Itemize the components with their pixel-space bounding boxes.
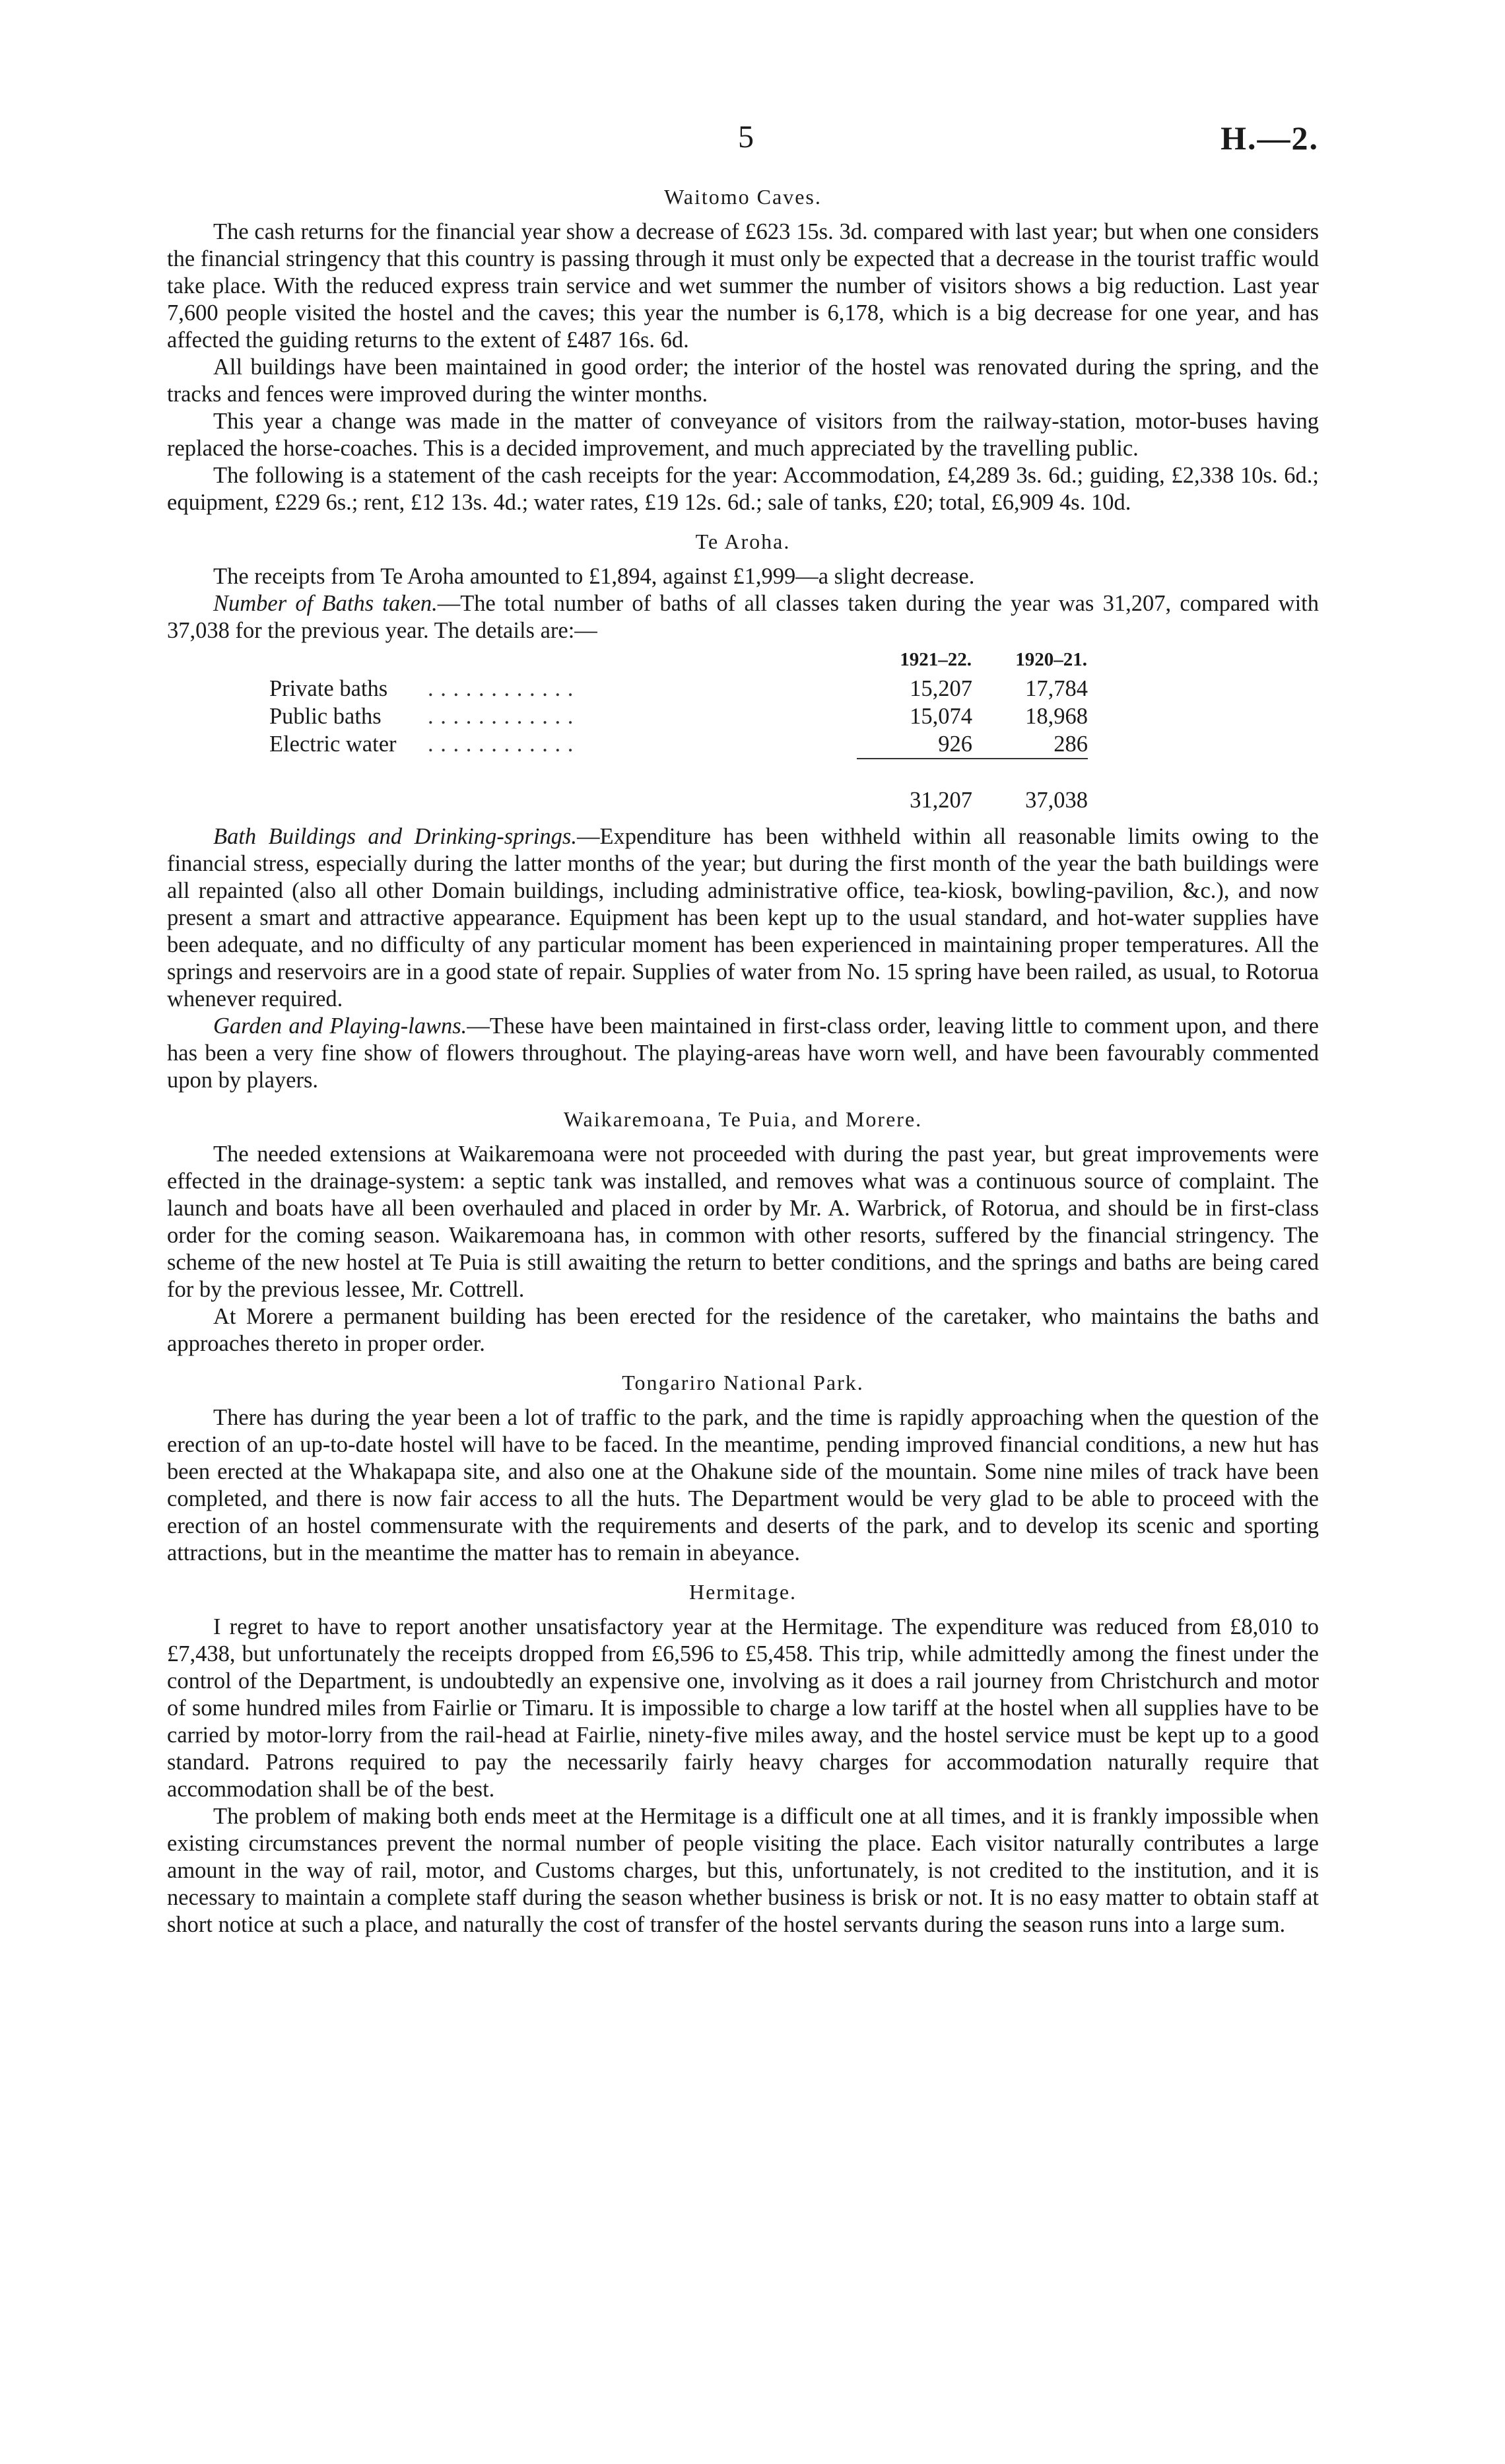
- paragraph: [167, 1013, 1319, 1094]
- paragraph-lead: Garden and Playing-lawns.: [213, 1013, 467, 1039]
- paragraph-lead: Bath Buildings and Drinking-springs.: [213, 824, 577, 849]
- section-heading-hermitage: Hermitage.: [688, 1580, 797, 1604]
- leader-dots: . . . . . . . . . . . .: [428, 703, 574, 729]
- page-header: [167, 119, 1319, 172]
- table-row: [269, 675, 1088, 702]
- paragraph-body: —Expenditure has been withheld within all reasonable limits owing to the financial stress, especially during the latter months of the year; but during the first month of the year the bath buildings were all repainted (also all other Domain buildings, including administrative office, tea-kiosk, bowling-pavilion, &c.), and now present a smart and attractive appearance. Equipment has been kept up to the usual standard, and hot-water supplies have been adequate, and no difficulty of any particular moment has been experienced in maintaining proper temperatures. All the springs and reservoirs are in a good state of repair. Supplies of water from No. 15 spring have been railed, as usual, to Rotorua whenever required.: [167, 824, 1319, 1011]
- total-value: 31,207: [910, 787, 972, 813]
- leader-dots: . . . . . . . . . . . .: [428, 675, 574, 701]
- paragraph: The cash returns for the financial year show a decrease of £623 15s. 3d. compared with last year; but when one considers the financial stringency that this country is passing through it must only be expected that a decrease in the tourist traffic would take place. With the reduced express train service and wet summer the number of visitors shows a big reduction. Last year 7,600 people visited the hostel and the caves; this year the number is 6,178, which is a big decrease for one year, and has affected the guiding returns to the extent of £487 16s. 6d.: [167, 219, 1319, 353]
- paragraph: At Morere a permanent building has been erected for the residence of the caretaker, who maintains the baths and approaches thereto in proper order.: [167, 1304, 1319, 1356]
- column-header: 1921–22.: [900, 649, 972, 670]
- cell-value: 15,074: [910, 703, 972, 729]
- row-label: Public baths: [269, 703, 382, 729]
- cell-value: 15,207: [910, 675, 972, 701]
- document-page: [167, 119, 1319, 1938]
- row-label: Private baths: [269, 675, 388, 701]
- cell-value: 18,968: [1025, 703, 1088, 729]
- column-header: 1920–21.: [1015, 649, 1087, 670]
- paragraph-body: —These have been maintained in first-class order, leaving little to comment upon, and there has been a very fine show of flowers throughout. The playing-areas have worn well, and have been favourably commented upon by players.: [167, 1013, 1319, 1093]
- paragraph-body: —The total number of baths of all classes taken during the year was 31,207, compared with 37,038 for the previous year. The details are:—: [167, 591, 1319, 643]
- paragraph: [167, 590, 1319, 644]
- baths-table: [269, 647, 1088, 814]
- paragraph: All buildings have been maintained in good order; the interior of the hostel was renovated during the spring, and the tracks and fences were improved during the winter months.: [167, 355, 1319, 407]
- section-heading-te-aroha: Te Aroha.: [695, 530, 791, 553]
- section-heading-tongariro: Tongariro National Park.: [622, 1371, 864, 1394]
- paragraph: There has during the year been a lot of traffic to the park, and the time is rapidly approaching when the question of the erection of an up-to-date hostel will have to be faced. In the meantime, pending improved financial conditions, a new hut has been erected at the Whakapapa site, and also one at the Ohakune side of the mountain. Some nine miles of track have been completed, and there is now fair access to all the huts. The Department would be very glad to be able to proceed with the erection of an hostel commensurate with the requirements and deserts of the park, and to develop its scenic and sporting attractions, but in the meantime the matter has to remain in abeyance.: [167, 1405, 1319, 1565]
- page-number: 5: [738, 120, 754, 154]
- paragraph: I regret to have to report another unsatisfactory year at the Hermitage. The expenditure was reduced from £8,010 to £7,438, but unfortunately the receipts dropped from £6,596 to £5,458. This trip, while admittedly among the finest under the control of the Department, is undoubtedly an expensive one, involving as it does a rail journey from Christchurch and motor of some hundred miles from Fairlie or Timaru. It is impossible to charge a low tariff at the hostel when all supplies have to be carried by motor-lorry from the rail-head at Fairlie, ninety-five miles away, and the hostel service must be kept up to a good standard. Patrons required to pay the necessarily fairly heavy charges for accommodation naturally require that accommodation shall be of the best.: [167, 1614, 1319, 1802]
- paragraph: The problem of making both ends meet at the Hermitage is a difficult one at all times, and it is frankly impossible when existing circumstances prevent the normal number of people visiting the place. Each visitor naturally contributes a large amount in the way of rail, motor, and Customs charges, but this, unfortunately, is not credited to the institution, and it is necessary to maintain a complete staff during the season whether business is brisk or not. It is no easy matter to obtain staff at short notice at such a place, and naturally the cost of transfer of the hostel servants during the season runs into a large sum.: [167, 1804, 1319, 1937]
- section-heading-waitomo: Waitomo Caves.: [664, 185, 822, 209]
- paragraph: The needed extensions at Waikaremoana were not proceeded with during the past year, but great improvements were effected in the drainage-system: a septic tank was installed, and removes what was a continuous source of complaint. The launch and boats have all been overhauled and placed in order by Mr. A. Warbrick, of Rotorua, and should be in first-class order for the coming season. Waikaremoana has, in common with other resorts, suffered by the financial stringency. The scheme of the new hostel at Te Puia is still awaiting the return to better conditions, and the springs and baths are being cared for by the previous lessee, Mr. Cottrell.: [167, 1142, 1319, 1302]
- row-label: Electric water: [269, 732, 397, 757]
- leader-dots: . . . . . . . . . . . .: [428, 732, 574, 757]
- paragraph: The following is a statement of the cash receipts for the year: Accommodation, £4,289 3s. 6d.; guiding, £2,338 10s. 6d.; equipment, £229 6s.; rent, £12 13s. 4d.; water rates, £19 12s. 6d.; sale of tanks, £20; total, £6,909 4s. 10d.: [167, 463, 1319, 515]
- total-rule: [857, 759, 972, 786]
- cell-value: 17,784: [1025, 675, 1088, 701]
- paragraph-lead: Number of Baths taken.: [213, 591, 438, 616]
- document-reference: H.—2.: [1221, 120, 1319, 156]
- table-total-row: [269, 786, 1088, 814]
- paragraph: [167, 823, 1319, 1013]
- total-value: 37,038: [1025, 787, 1088, 813]
- paragraph: The receipts from Te Aroha amounted to £1,894, against £1,999—a slight decrease.: [213, 564, 975, 589]
- section-heading-waikaremoana: Waikaremoana, Te Puia, and Morere.: [563, 1107, 923, 1131]
- cell-value: 926: [938, 731, 972, 757]
- total-rule: [972, 759, 1088, 786]
- paragraph: This year a change was made in the matter of conveyance of visitors from the railway-station, motor-buses having replaced the horse-coaches. This is a decided improvement, and much appreciated by the travelling public.: [167, 409, 1319, 461]
- cell-value: 286: [1054, 731, 1088, 757]
- table-row: [269, 730, 1088, 759]
- table-row: [269, 702, 1088, 730]
